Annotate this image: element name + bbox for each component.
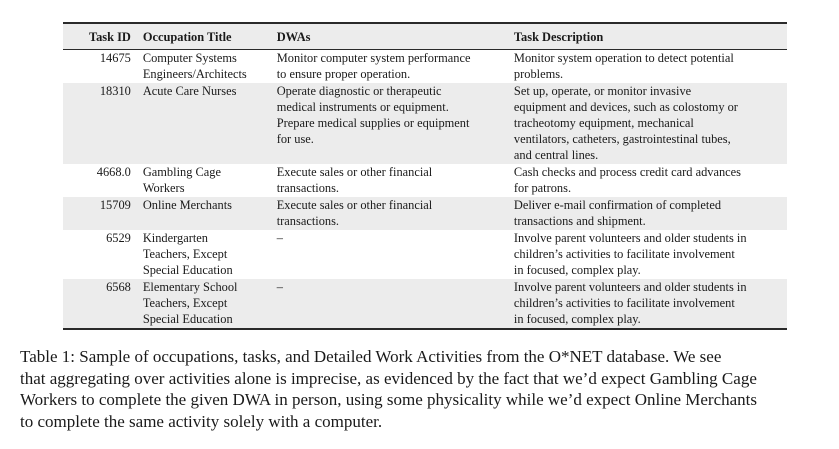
cell-task-id: 15709 [63, 197, 139, 230]
cell-task-description: Set up, operate, or monitor invasive equipment and devices, such as colostomy or tracheotomy equipment, mechanical ventilators, catheters, gastrointestinal tubes, and central lines. [510, 83, 787, 164]
table-row [63, 164, 787, 197]
cell-occupation: Acute Care Nurses [139, 83, 273, 164]
cell-task-id: 4668.0 [96, 165, 131, 179]
table-row [63, 230, 787, 279]
cell-dwas: Execute sales or other financial transactions. [273, 197, 510, 230]
table-row [63, 50, 787, 84]
cell-occupation: Elementary School Teachers, Except Special Education [139, 279, 273, 329]
cell-occupation: Kindergarten Teachers, Except Special Education [142, 231, 233, 277]
table-caption [20, 346, 830, 432]
header-task-id: Task ID [63, 23, 139, 50]
cell-task-description: Involve parent volunteers and older students in children’s activities to facilitate involvement in focused, complex play. [510, 279, 787, 329]
cell-dwas: Operate diagnostic or therapeutic medical instruments or equipment. Prepare medical supplies or equipment for use. [273, 83, 510, 164]
cell-dwas: – [273, 279, 510, 329]
table-header-row [63, 23, 787, 50]
caption-line: that aggregating over activities alone is imprecise, as evidenced by the fact that we’d expect Gambling Cage [20, 368, 757, 388]
header-dwas: DWAs [273, 23, 510, 50]
table-row [63, 197, 787, 230]
caption-line: Workers to complete the given DWA in person, using some physicality while we’d expect Online Merchants [20, 390, 758, 409]
cell-task-description: Cash checks and process credit card advances for patrons. [513, 165, 741, 195]
cell-occupation: Computer Systems Engineers/Architects [142, 51, 247, 81]
cell-dwas: Monitor computer system performance to ensure proper operation. [276, 51, 471, 81]
cell-task-description: Involve parent volunteers and older students in children’s activities to facilitate involvement in focused, complex play. [513, 231, 747, 277]
cell-task-id: 6529 [106, 231, 131, 245]
caption-line: Table 1: Sample of occupations, tasks, and Detailed Work Activities from the O*NET database. We see [20, 347, 722, 366]
occupation-table [63, 22, 787, 330]
cell-dwas: – [276, 231, 283, 245]
cell-task-id: 18310 [63, 83, 139, 164]
cell-dwas: Execute sales or other financial transactions. [276, 165, 433, 195]
cell-occupation: Gambling Cage Workers [142, 165, 221, 195]
cell-task-description: Monitor system operation to detect potential problems. [513, 51, 734, 81]
caption-line: to complete the same activity solely with a computer. [20, 411, 383, 431]
header-task-description: Task Description [510, 23, 787, 50]
cell-occupation: Online Merchants [139, 197, 273, 230]
cell-task-id: 14675 [99, 51, 131, 65]
occupation-table-container [63, 22, 787, 330]
header-occupation-title: Occupation Title [139, 23, 273, 50]
cell-task-id: 6568 [63, 279, 139, 329]
table-row [63, 83, 787, 164]
table-row [63, 279, 787, 329]
cell-task-description: Deliver e-mail confirmation of completed transactions and shipment. [510, 197, 787, 230]
